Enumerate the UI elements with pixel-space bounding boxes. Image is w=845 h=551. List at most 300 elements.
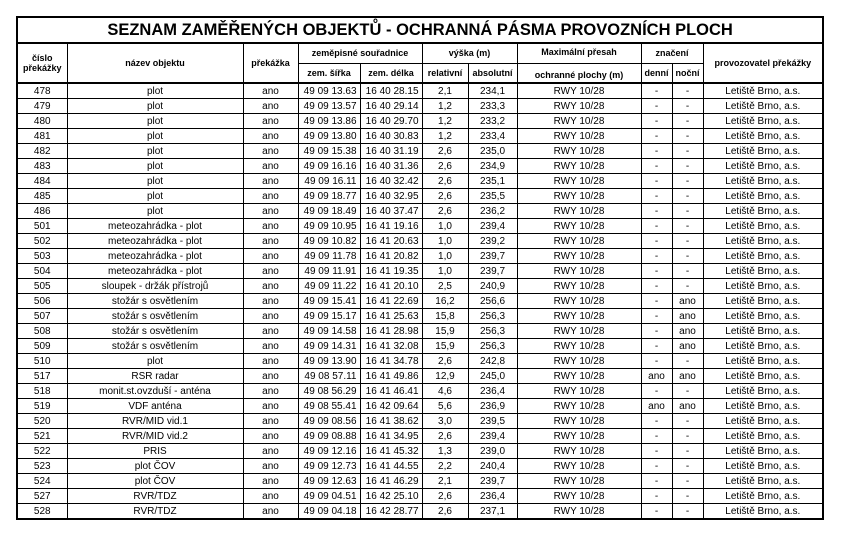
cell-day-marking: - [641,144,672,159]
cell-night-marking: ano [672,399,703,414]
cell-obstacle: ano [243,504,298,520]
cell-day-marking: - [641,129,672,144]
cell-longitude: 16 40 28.15 [360,83,422,99]
cell-day-marking: - [641,294,672,309]
cell-protection-surface: RWY 10/28 [517,144,641,159]
cell-protection-surface: RWY 10/28 [517,279,641,294]
cell-obstacle: ano [243,459,298,474]
cell-operator: Letiště Brno, a.s. [703,264,823,279]
cell-object-name: plot [67,129,243,144]
cell-operator: Letiště Brno, a.s. [703,99,823,114]
cell-object-name: plot [67,174,243,189]
cell-relative-height: 2,2 [422,459,468,474]
table-row [17,129,823,144]
cell-absolute-height: 237,1 [468,504,517,520]
table-row [17,189,823,204]
cell-obstacle-number: 484 [17,174,67,189]
cell-operator: Letiště Brno, a.s. [703,249,823,264]
cell-protection-surface: RWY 10/28 [517,83,641,99]
cell-longitude: 16 41 19.16 [360,219,422,234]
cell-longitude: 16 41 46.41 [360,384,422,399]
cell-operator: Letiště Brno, a.s. [703,429,823,444]
cell-day-marking: - [641,384,672,399]
cell-object-name: RVR/TDZ [67,504,243,520]
cell-object-name: plot [67,204,243,219]
cell-object-name: plot ČOV [67,474,243,489]
cell-longitude: 16 41 34.95 [360,429,422,444]
cell-day-marking: - [641,264,672,279]
cell-night-marking: - [672,129,703,144]
cell-operator: Letiště Brno, a.s. [703,83,823,99]
header-latitude: zem. šířka [298,63,360,83]
cell-absolute-height: 239,5 [468,414,517,429]
cell-longitude: 16 40 32.95 [360,189,422,204]
cell-longitude: 16 40 30.83 [360,129,422,144]
table-row [17,459,823,474]
cell-object-name: stožár s osvětlením [67,324,243,339]
cell-protection-surface: RWY 10/28 [517,249,641,264]
cell-protection-surface: RWY 10/28 [517,234,641,249]
cell-object-name: RSR radar [67,369,243,384]
cell-relative-height: 12,9 [422,369,468,384]
cell-latitude: 49 08 57.11 [298,369,360,384]
cell-protection-surface: RWY 10/28 [517,504,641,520]
cell-absolute-height: 236,2 [468,204,517,219]
cell-absolute-height: 236,4 [468,489,517,504]
table-row [17,294,823,309]
cell-latitude: 49 09 16.16 [298,159,360,174]
cell-absolute-height: 235,0 [468,144,517,159]
header-coordinates: zeměpisné souřadnice [298,43,422,63]
cell-obstacle-number: 479 [17,99,67,114]
cell-obstacle: ano [243,384,298,399]
cell-night-marking: - [672,414,703,429]
cell-longitude: 16 41 34.78 [360,354,422,369]
cell-longitude: 16 40 29.70 [360,114,422,129]
cell-longitude: 16 41 49.86 [360,369,422,384]
obstacle-table-sheet [16,16,822,520]
cell-obstacle: ano [243,489,298,504]
cell-night-marking: - [672,189,703,204]
table-row [17,324,823,339]
cell-day-marking: - [641,99,672,114]
cell-protection-surface: RWY 10/28 [517,369,641,384]
header-marking: značení [641,43,703,63]
cell-night-marking: - [672,144,703,159]
cell-obstacle: ano [243,429,298,444]
cell-longitude: 16 42 28.77 [360,504,422,520]
cell-obstacle: ano [243,219,298,234]
cell-obstacle-number: 504 [17,264,67,279]
cell-obstacle-number: 519 [17,399,67,414]
cell-relative-height: 2,6 [422,174,468,189]
table-row [17,234,823,249]
cell-night-marking: - [672,99,703,114]
cell-operator: Letiště Brno, a.s. [703,399,823,414]
cell-absolute-height: 233,4 [468,129,517,144]
cell-obstacle-number: 501 [17,219,67,234]
cell-absolute-height: 239,4 [468,219,517,234]
cell-obstacle: ano [243,414,298,429]
cell-night-marking: - [672,204,703,219]
cell-day-marking: - [641,189,672,204]
cell-obstacle: ano [243,309,298,324]
cell-operator: Letiště Brno, a.s. [703,474,823,489]
cell-protection-surface: RWY 10/28 [517,294,641,309]
cell-longitude: 16 40 32.42 [360,174,422,189]
cell-obstacle-number: 521 [17,429,67,444]
cell-object-name: plot [67,114,243,129]
cell-longitude: 16 40 31.19 [360,144,422,159]
table-row [17,114,823,129]
cell-latitude: 49 09 04.51 [298,489,360,504]
cell-latitude: 49 09 11.22 [298,279,360,294]
cell-obstacle: ano [243,444,298,459]
cell-protection-surface: RWY 10/28 [517,474,641,489]
cell-protection-surface: RWY 10/28 [517,399,641,414]
header-obstacle-number [17,43,67,83]
cell-operator: Letiště Brno, a.s. [703,129,823,144]
cell-relative-height: 2,6 [422,144,468,159]
cell-obstacle-number: 486 [17,204,67,219]
cell-night-marking: ano [672,324,703,339]
cell-night-marking: - [672,83,703,99]
table-title: SEZNAM ZAMĚŘENÝCH OBJEKTŮ - OCHRANNÁ PÁSMA PROVOZNÍCH PLOCH [17,17,823,43]
cell-object-name: RVR/MID vid.1 [67,414,243,429]
cell-longitude: 16 41 25.63 [360,309,422,324]
cell-absolute-height: 233,3 [468,99,517,114]
cell-protection-surface: RWY 10/28 [517,324,641,339]
cell-operator: Letiště Brno, a.s. [703,459,823,474]
cell-obstacle-number: 518 [17,384,67,399]
cell-object-name: plot [67,144,243,159]
cell-day-marking: - [641,204,672,219]
cell-object-name: monit.st.ovzduší - anténa [67,384,243,399]
header-absolute: absolutní [468,63,517,83]
cell-longitude: 16 41 32.08 [360,339,422,354]
cell-day-marking: ano [641,399,672,414]
cell-obstacle-number: 522 [17,444,67,459]
cell-latitude: 49 08 56.29 [298,384,360,399]
cell-protection-surface: RWY 10/28 [517,264,641,279]
cell-obstacle-number: 506 [17,294,67,309]
table-row [17,99,823,114]
cell-obstacle: ano [243,129,298,144]
header-protection-surface: ochranné plochy (m) [517,63,641,83]
cell-obstacle-number: 480 [17,114,67,129]
cell-night-marking: - [672,114,703,129]
cell-relative-height: 2,6 [422,159,468,174]
cell-relative-height: 1,0 [422,249,468,264]
cell-night-marking: - [672,444,703,459]
cell-obstacle: ano [243,174,298,189]
cell-latitude: 49 09 15.41 [298,294,360,309]
cell-relative-height: 3,0 [422,414,468,429]
table-row [17,83,823,99]
cell-protection-surface: RWY 10/28 [517,459,641,474]
cell-absolute-height: 245,0 [468,369,517,384]
cell-object-name: stožár s osvětlením [67,339,243,354]
table-row [17,159,823,174]
cell-relative-height: 1,2 [422,129,468,144]
cell-obstacle: ano [243,399,298,414]
cell-object-name: plot [67,354,243,369]
cell-obstacle: ano [243,279,298,294]
cell-obstacle: ano [243,354,298,369]
table-row [17,399,823,414]
cell-protection-surface: RWY 10/28 [517,174,641,189]
cell-absolute-height: 234,1 [468,83,517,99]
cell-night-marking: - [672,264,703,279]
cell-obstacle: ano [243,204,298,219]
cell-latitude: 49 09 15.38 [298,144,360,159]
cell-object-name: meteozahrádka - plot [67,234,243,249]
cell-absolute-height: 239,0 [468,444,517,459]
cell-obstacle: ano [243,234,298,249]
cell-day-marking: - [641,444,672,459]
cell-absolute-height: 256,3 [468,309,517,324]
cell-operator: Letiště Brno, a.s. [703,174,823,189]
header-object-name: název objektu [67,43,243,83]
cell-absolute-height: 240,4 [468,459,517,474]
cell-operator: Letiště Brno, a.s. [703,354,823,369]
cell-object-name: meteozahrádka - plot [67,249,243,264]
cell-operator: Letiště Brno, a.s. [703,489,823,504]
cell-latitude: 49 09 08.56 [298,414,360,429]
cell-day-marking: - [641,504,672,520]
cell-operator: Letiště Brno, a.s. [703,414,823,429]
cell-latitude: 49 09 11.91 [298,264,360,279]
cell-object-name: stožár s osvětlením [67,309,243,324]
cell-day-marking: - [641,249,672,264]
cell-protection-surface: RWY 10/28 [517,489,641,504]
cell-day-marking: - [641,339,672,354]
cell-obstacle: ano [243,369,298,384]
cell-obstacle-number: 478 [17,83,67,99]
cell-object-name: plot [67,83,243,99]
header-operator: provozovatel překážky [703,43,823,83]
cell-relative-height: 2,6 [422,429,468,444]
cell-relative-height: 2,5 [422,279,468,294]
cell-operator: Letiště Brno, a.s. [703,204,823,219]
cell-operator: Letiště Brno, a.s. [703,309,823,324]
cell-longitude: 16 42 09.64 [360,399,422,414]
cell-object-name: RVR/TDZ [67,489,243,504]
cell-object-name: sloupek - držák přístrojů [67,279,243,294]
cell-obstacle-number: 509 [17,339,67,354]
cell-longitude: 16 40 31.36 [360,159,422,174]
cell-relative-height: 2,6 [422,189,468,204]
cell-relative-height: 1,0 [422,264,468,279]
cell-operator: Letiště Brno, a.s. [703,504,823,520]
cell-object-name: plot [67,159,243,174]
header-obstacle-number-line1: číslo [31,53,53,63]
cell-protection-surface: RWY 10/28 [517,219,641,234]
cell-absolute-height: 256,6 [468,294,517,309]
cell-operator: Letiště Brno, a.s. [703,279,823,294]
cell-absolute-height: 239,7 [468,474,517,489]
cell-latitude: 49 09 13.90 [298,354,360,369]
cell-absolute-height: 240,9 [468,279,517,294]
cell-absolute-height: 236,9 [468,399,517,414]
cell-day-marking: - [641,309,672,324]
cell-day-marking: - [641,414,672,429]
cell-night-marking: - [672,279,703,294]
cell-relative-height: 1,0 [422,219,468,234]
cell-longitude: 16 40 37.47 [360,204,422,219]
cell-latitude: 49 09 10.95 [298,219,360,234]
cell-relative-height: 16,2 [422,294,468,309]
cell-protection-surface: RWY 10/28 [517,444,641,459]
cell-longitude: 16 41 20.10 [360,279,422,294]
cell-obstacle-number: 528 [17,504,67,520]
cell-night-marking: - [672,249,703,264]
cell-latitude: 49 09 04.18 [298,504,360,520]
cell-longitude: 16 41 20.63 [360,234,422,249]
cell-day-marking: - [641,219,672,234]
table-row [17,444,823,459]
cell-protection-surface: RWY 10/28 [517,159,641,174]
cell-obstacle-number: 481 [17,129,67,144]
cell-operator: Letiště Brno, a.s. [703,219,823,234]
cell-night-marking: - [672,174,703,189]
cell-object-name: stožár s osvětlením [67,294,243,309]
cell-night-marking: ano [672,369,703,384]
cell-relative-height: 2,1 [422,83,468,99]
cell-night-marking: ano [672,339,703,354]
cell-protection-surface: RWY 10/28 [517,99,641,114]
cell-obstacle-number: 483 [17,159,67,174]
cell-object-name: PRIS [67,444,243,459]
table-body [17,83,823,519]
cell-relative-height: 5,6 [422,399,468,414]
cell-latitude: 49 09 12.63 [298,474,360,489]
cell-protection-surface: RWY 10/28 [517,204,641,219]
cell-longitude: 16 41 46.29 [360,474,422,489]
header-night: noční [672,63,703,83]
header-height: výška (m) [422,43,517,63]
cell-night-marking: - [672,459,703,474]
cell-object-name: RVR/MID vid.2 [67,429,243,444]
cell-longitude: 16 41 20.82 [360,249,422,264]
cell-night-marking: - [672,504,703,520]
table-row [17,504,823,520]
table-row [17,204,823,219]
table-row [17,264,823,279]
cell-night-marking: ano [672,309,703,324]
cell-absolute-height: 233,2 [468,114,517,129]
header-longitude: zem. délka [360,63,422,83]
cell-relative-height: 15,9 [422,324,468,339]
cell-protection-surface: RWY 10/28 [517,129,641,144]
cell-obstacle: ano [243,144,298,159]
cell-obstacle-number: 523 [17,459,67,474]
cell-night-marking: ano [672,294,703,309]
table-row [17,429,823,444]
cell-obstacle-number: 505 [17,279,67,294]
cell-obstacle-number: 517 [17,369,67,384]
cell-obstacle: ano [243,189,298,204]
cell-absolute-height: 239,4 [468,429,517,444]
cell-longitude: 16 40 29.14 [360,99,422,114]
cell-day-marking: - [641,474,672,489]
cell-night-marking: - [672,219,703,234]
cell-obstacle: ano [243,264,298,279]
cell-absolute-height: 235,1 [468,174,517,189]
cell-longitude: 16 41 44.55 [360,459,422,474]
cell-night-marking: - [672,429,703,444]
cell-protection-surface: RWY 10/28 [517,309,641,324]
cell-obstacle: ano [243,83,298,99]
cell-latitude: 49 09 13.57 [298,99,360,114]
cell-day-marking: - [641,174,672,189]
cell-relative-height: 1,2 [422,114,468,129]
cell-day-marking: - [641,489,672,504]
cell-day-marking: - [641,429,672,444]
cell-day-marking: - [641,354,672,369]
cell-obstacle: ano [243,294,298,309]
cell-latitude: 49 09 10.82 [298,234,360,249]
cell-obstacle-number: 502 [17,234,67,249]
cell-night-marking: - [672,474,703,489]
cell-absolute-height: 239,7 [468,264,517,279]
header-day: denní [641,63,672,83]
header-obstacle: překážka [243,43,298,83]
cell-longitude: 16 42 25.10 [360,489,422,504]
cell-obstacle-number: 507 [17,309,67,324]
cell-longitude: 16 41 45.32 [360,444,422,459]
header-max-overlap: Maximální přesah [517,43,641,63]
cell-operator: Letiště Brno, a.s. [703,144,823,159]
cell-relative-height: 2,6 [422,489,468,504]
cell-relative-height: 2,6 [422,504,468,520]
cell-longitude: 16 41 38.62 [360,414,422,429]
cell-latitude: 49 09 08.88 [298,429,360,444]
table-row [17,414,823,429]
cell-operator: Letiště Brno, a.s. [703,444,823,459]
cell-day-marking: ano [641,369,672,384]
cell-obstacle-number: 482 [17,144,67,159]
cell-absolute-height: 239,2 [468,234,517,249]
cell-obstacle: ano [243,324,298,339]
table-row [17,339,823,354]
cell-object-name: plot [67,189,243,204]
cell-obstacle-number: 510 [17,354,67,369]
header-relative: relativní [422,63,468,83]
cell-operator: Letiště Brno, a.s. [703,189,823,204]
cell-night-marking: - [672,159,703,174]
cell-day-marking: - [641,324,672,339]
cell-protection-surface: RWY 10/28 [517,189,641,204]
cell-obstacle: ano [243,159,298,174]
cell-relative-height: 2,1 [422,474,468,489]
cell-obstacle-number: 508 [17,324,67,339]
cell-day-marking: - [641,114,672,129]
cell-absolute-height: 256,3 [468,339,517,354]
table-row [17,219,823,234]
cell-operator: Letiště Brno, a.s. [703,369,823,384]
cell-absolute-height: 256,3 [468,324,517,339]
cell-operator: Letiště Brno, a.s. [703,114,823,129]
cell-latitude: 49 09 12.73 [298,459,360,474]
cell-latitude: 49 09 11.78 [298,249,360,264]
cell-relative-height: 15,9 [422,339,468,354]
cell-latitude: 49 09 15.17 [298,309,360,324]
cell-day-marking: - [641,279,672,294]
cell-absolute-height: 235,5 [468,189,517,204]
cell-obstacle: ano [243,99,298,114]
cell-protection-surface: RWY 10/28 [517,414,641,429]
